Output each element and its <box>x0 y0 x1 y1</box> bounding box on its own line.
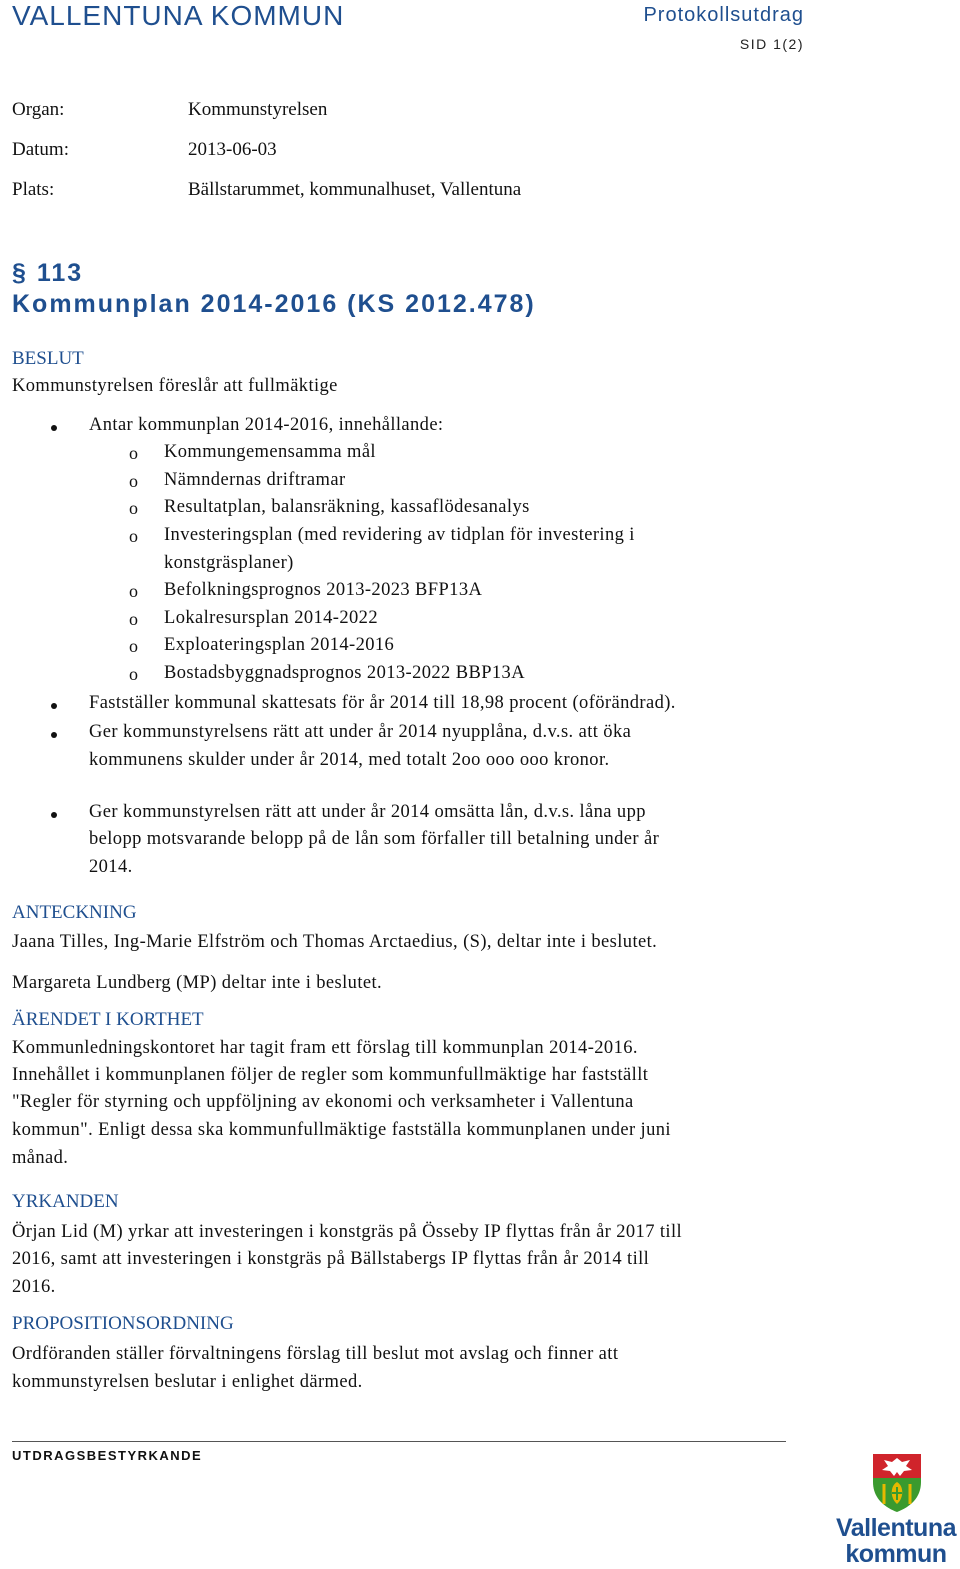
beslut-heading: BESLUT <box>12 348 84 369</box>
sub-bullet-marker: o <box>129 498 138 518</box>
paragraph-number <box>12 259 83 288</box>
sub-item: Investeringsplan (med revidering av tidplan för investering i <box>164 525 635 545</box>
korthet-heading: ÄRENDET I KORTHET <box>12 1009 204 1030</box>
sub-bullet-marker: o <box>129 526 138 546</box>
korthet-line: Kommunledningskontoret har tagit fram ett förslag till kommunplan 2014-2016. <box>12 1038 638 1058</box>
section-number: 113 <box>36 259 84 287</box>
sub-item: Kommungemensamma mål <box>164 442 376 462</box>
anteckning-line: Jaana Tilles, Ing-Marie Elfström och Thomas Arctaedius, (S), deltar inte i beslutet. <box>12 932 658 952</box>
anteckning-line: Margareta Lundberg (MP) deltar inte i beslutet. <box>12 973 383 993</box>
sub-item: Befolkningsprognos 2013-2023 BFP13A <box>164 580 483 600</box>
bullet-dot <box>51 812 57 818</box>
beslut-bullet-4: Ger kommunstyrelsen rätt att under år 2014 omsätta lån, d.v.s. låna upp <box>89 802 646 822</box>
organ-value: Kommunstyrelsen <box>188 99 328 120</box>
beslut-bullet-1: Antar kommunplan 2014-2016, innehållande: <box>89 415 444 435</box>
logo-text-line2: kommun <box>845 1540 947 1568</box>
proposition-line: kommunstyrelsen beslutar i enlighet därmed. <box>12 1372 363 1392</box>
korthet-line: Innehållet i kommunplanen följer de regler som kommunfullmäktige har fastställt <box>12 1065 649 1085</box>
sub-item: Exploateringsplan 2014-2016 <box>164 635 395 655</box>
proposition-line: Ordföranden ställer förvaltningens förslag till beslut mot avslag och finner att <box>12 1344 619 1364</box>
sub-bullet-marker: o <box>129 664 138 684</box>
bullet-dot <box>51 732 57 738</box>
footer-label: UTDRAGSBESTYRKANDE <box>12 1448 203 1463</box>
proposition-heading: PROPOSITIONSORDNING <box>12 1313 234 1334</box>
municipality-title: VALLENTUNA KOMMUN <box>12 0 345 31</box>
sub-bullet-marker: o <box>129 636 138 656</box>
sub-bullet-marker: o <box>129 443 138 463</box>
date-value: 2013-06-03 <box>188 139 277 160</box>
sub-item-continuation: konstgräsplaner) <box>164 553 294 573</box>
korthet-line: kommun". Enligt dessa ska kommunfullmäktige fastställa kommunplanen under juni <box>12 1120 671 1140</box>
vallentuna-logo <box>832 1452 960 1566</box>
korthet-line: "Regler för styrning och uppföljning av ekonomi och verksamheter i Vallentuna <box>12 1092 634 1112</box>
section-symbol: § <box>12 259 28 287</box>
beslut-intro: Kommunstyrelsen föreslår att fullmäktige <box>12 376 338 396</box>
bullet-dot <box>51 425 57 431</box>
sub-item: Resultatplan, balansräkning, kassaflödesanalys <box>164 497 530 517</box>
date-label: Datum: <box>12 139 69 160</box>
sub-item: Lokalresursplan 2014-2022 <box>164 608 378 628</box>
bullet-dot <box>51 703 57 709</box>
beslut-bullet-4-cont: belopp motsvarande belopp på de lån som förfaller till betalning under år <box>89 829 660 849</box>
yrkanden-heading: YRKANDEN <box>12 1191 119 1212</box>
sub-item: Nämndernas driftramar <box>164 470 346 490</box>
sub-bullet-marker: o <box>129 581 138 601</box>
logo-text-line1: Vallentuna <box>835 1514 957 1542</box>
organ-label: Organ: <box>12 99 65 120</box>
anteckning-heading: ANTECKNING <box>12 902 137 923</box>
page-number: SID 1(2) <box>739 36 804 52</box>
yrkanden-line: Örjan Lid (M) yrkar att investeringen i konstgräs på Össeby IP flyttas från år 2017 till <box>12 1222 683 1242</box>
beslut-bullet-3-cont: kommunens skulder under år 2014, med totalt 2oo ooo ooo kronor. <box>89 750 610 770</box>
coat-of-arms-icon <box>870 1452 924 1514</box>
document-type: Protokollsutdrag <box>643 4 804 26</box>
beslut-bullet-2: Fastställer kommunal skattesats för år 2014 till 18,98 procent (oförändrad). <box>89 693 676 713</box>
sub-bullet-marker: o <box>129 471 138 491</box>
beslut-bullet-3: Ger kommunstyrelsens rätt att under år 2014 nyupplåna, d.v.s. att öka <box>89 722 632 742</box>
place-label: Plats: <box>12 179 55 200</box>
sub-bullet-marker: o <box>129 609 138 629</box>
sub-item: Bostadsbyggnadsprognos 2013-2022 BBP13A <box>164 663 525 683</box>
korthet-line: månad. <box>12 1148 69 1168</box>
footer-divider <box>12 1441 786 1442</box>
yrkanden-line: 2016. <box>12 1277 56 1297</box>
yrkanden-line: 2016, samt att investeringen i konstgräs på Bällstabergs IP flyttas från år 2014 till <box>12 1249 650 1269</box>
place-value: Bällstarummet, kommunalhuset, Vallentuna <box>188 179 522 200</box>
beslut-bullet-4-cont: 2014. <box>89 857 133 877</box>
paragraph-title: Kommunplan 2014-2016 (KS 2012.478) <box>12 290 536 318</box>
